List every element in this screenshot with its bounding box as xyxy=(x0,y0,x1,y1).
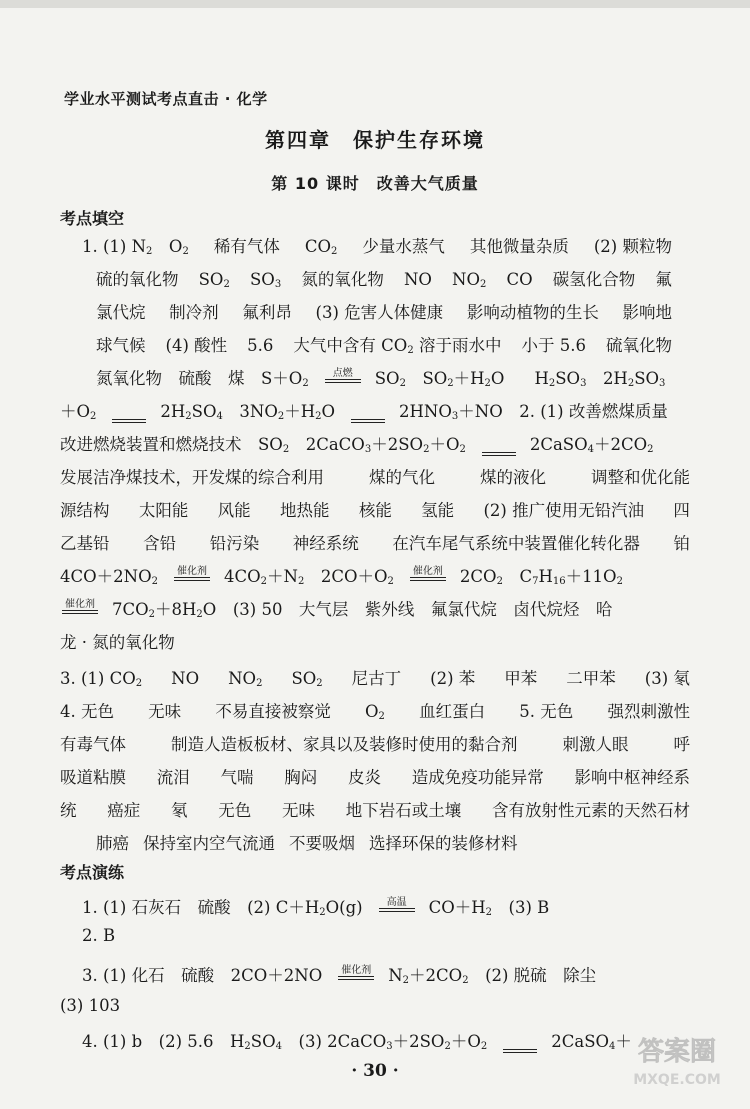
answer-item: 氢能 xyxy=(421,501,455,520)
answer-item: 无味 xyxy=(282,801,315,820)
chapter-title: 第四章 保护生存环境 xyxy=(265,128,485,152)
answer-item: 选择环保的装修材料 xyxy=(369,834,518,853)
answer-item: 无味 xyxy=(148,702,182,721)
reaction-condition-catalyst: 催化剂 xyxy=(410,566,446,588)
answer-item: 铅污染 xyxy=(209,534,260,553)
answer-item: $SO_3$ xyxy=(249,270,282,290)
answer-item: 大气中含有 $CO_2$ 溶于雨水中 xyxy=(293,336,502,356)
answer-item: 煤的液化 xyxy=(480,468,546,487)
reaction-condition-catalyst: 催化剂 xyxy=(174,566,210,588)
reaction-condition-catalyst: 催化剂 xyxy=(62,599,98,621)
book-header: 学业水平测试考点直击 · 化学 xyxy=(64,90,268,108)
answer-item: (3) 危害人体健康 xyxy=(315,303,444,322)
answer-item: 氮的氧化物 xyxy=(301,270,384,289)
answer-item: 小于 5.6 xyxy=(521,336,586,355)
answer-item: 制冷剂 xyxy=(169,303,219,322)
answer-item: $NO_2$ xyxy=(452,270,487,290)
answer-line-16 xyxy=(60,734,690,756)
equals-sign xyxy=(503,1049,537,1053)
answer-item: NO xyxy=(403,270,432,289)
answer-item: $SO_2$ xyxy=(198,270,230,290)
answer-line-9 xyxy=(60,500,690,522)
answer-item: 造成免疫功能异常 xyxy=(411,768,544,787)
answer-line-11: $4CO+2NO_2$ 催化剂 $4CO_2+N_2$ $2CO+O_2$ 催化剂 $2CO_2$ $C_7H_{16}+11O_2$ xyxy=(60,566,623,587)
answer-item: 4. 无色 xyxy=(60,702,114,721)
answer-item: 肺癌 xyxy=(96,834,129,853)
lesson-title: 第 10 课时 改善大气质量 xyxy=(271,174,479,193)
answer-line-6: $+O_2$ $2H_2SO_4$ $3NO_2+H_2O$ $2HNO_3+NO$ 2. (1) 改善燃煤质量 xyxy=(60,402,668,422)
answer-item: (3) 氡 xyxy=(644,669,690,688)
page-number: · 30 · xyxy=(351,1061,399,1081)
answer-item: 皮炎 xyxy=(348,768,381,787)
answer-item: 吸道粘膜 xyxy=(60,768,126,787)
answer-line-1 xyxy=(82,236,672,258)
answer-line-12: 催化剂 $7CO_2+8H_2O$ (3) 50 大气层 紫外线 氟氯代烷 卤代烷烃 哈 xyxy=(60,599,690,621)
answer-item: 尼古丁 xyxy=(351,669,402,688)
answer-line-19 xyxy=(96,833,672,855)
answer-line-15 xyxy=(60,701,690,723)
answer-line-10 xyxy=(60,533,690,555)
answer-item: 铂 xyxy=(673,534,690,553)
answer-item: 保持室内空气流通 xyxy=(143,834,275,853)
answer-item: 影响中枢神经系 xyxy=(574,768,690,787)
answer-item: 影响动植物的生长 xyxy=(466,303,599,322)
answer-line-5: 氮氧化物 硫酸 煤 $S+O_2$ 点燃 $SO_2$ $SO_2+H_2O$ $H_2SO_3$ $2H_2SO_3$ xyxy=(96,368,666,389)
answer-line-8 xyxy=(60,467,690,489)
section-heading-practice: 考点演练 xyxy=(60,863,125,882)
answer-item: 有毒气体 xyxy=(60,735,126,754)
answer-item: 含铅 xyxy=(143,534,177,553)
answer-item: 含有放射性元素的天然石材 xyxy=(492,801,690,820)
practice-line-3: 3. (1) 化石 硫酸 2CO＋2NO 催化剂 $N_2+2CO_2$ (2) 脱硫 除尘 xyxy=(82,965,597,986)
answer-line-13: 龙 · 氮的氧化物 xyxy=(60,633,175,652)
practice-line-2: 2. B xyxy=(82,926,116,945)
answer-item: NO xyxy=(171,669,200,688)
answer-item: 稀有气体 xyxy=(213,237,280,256)
reaction-condition-high-temp: 高温 xyxy=(379,897,415,919)
answer-item: $O_2$ xyxy=(365,702,385,722)
answer-item: 少量水蒸气 xyxy=(362,237,445,256)
answer-item: 刺激人眼 xyxy=(562,735,629,754)
answer-item: 不要吸烟 xyxy=(289,834,355,853)
answer-line-14 xyxy=(60,668,690,690)
answer-item: 发展洁净煤技术，开发煤的综合利用 xyxy=(60,468,324,487)
answer-item: 地热能 xyxy=(279,501,330,520)
equals-sign xyxy=(351,419,385,423)
answer-item: CO xyxy=(506,270,533,289)
reaction-condition-catalyst: 催化剂 xyxy=(338,965,374,987)
section-heading-fill: 考点填空 xyxy=(60,209,125,228)
equals-sign xyxy=(482,452,516,456)
answer-item: 其他微量杂质 xyxy=(469,237,569,256)
answer-item: 影响地 xyxy=(622,303,672,322)
answer-item: 胸闷 xyxy=(284,768,318,787)
answer-item: 硫氧化物 xyxy=(605,336,672,355)
answer-item: $SO_2$ xyxy=(291,669,323,689)
answer-item: 1. (1) $N_2$ $O_2$ xyxy=(82,237,189,257)
answer-line-3 xyxy=(96,302,672,324)
answer-item: 不易直接被察觉 xyxy=(215,702,331,721)
answer-item: 5.6 xyxy=(247,336,274,355)
answer-item: 风能 xyxy=(217,501,251,520)
answer-item: 制造人造板板材、家具以及装修时使用的黏合剂 xyxy=(171,735,518,754)
answer-item: 碳氢化合物 xyxy=(552,270,636,289)
answer-item: 煤的气化 xyxy=(369,468,435,487)
answer-item: 无色 xyxy=(218,801,252,820)
answer-item: $CO_2$ xyxy=(304,237,338,257)
answer-item: 二甲苯 xyxy=(566,669,616,688)
answer-line-7: 改进燃烧装置和燃烧技术 $SO_2$ $2CaCO_3+2SO_2+O_2$ $2CaSO_4+2CO_2$ xyxy=(60,435,654,455)
answer-item: (2) 推广使用无铅汽油 xyxy=(483,501,645,520)
reaction-condition-ignite: 点燃 xyxy=(325,368,361,390)
equals-sign xyxy=(112,419,146,423)
answer-item: 调整和优化能 xyxy=(591,468,690,487)
answer-item: 源结构 xyxy=(60,501,110,520)
site-watermark-logo xyxy=(618,1026,736,1092)
practice-line-4: (3) 103 xyxy=(60,996,121,1015)
answer-item: 氡 xyxy=(171,801,188,820)
answer-item: 四 xyxy=(673,501,690,520)
answer-item: (2) 苯 xyxy=(430,669,476,688)
answer-line-18 xyxy=(60,800,690,822)
practice-line-5: 4. (1) b (2) 5.6 $H_2SO_4$ (3) $2CaCO_3+2SO_2+O_2$ 2CaSO$_4$＋ xyxy=(82,1032,632,1052)
watermark-text: 答案圈 xyxy=(637,1037,717,1067)
answer-item: 球气候 xyxy=(96,336,146,355)
practice-line-1: 1. (1) 石灰石 硫酸 (2) $C+H_2O(g)$ 高温 $CO+H_2$ (3) B xyxy=(82,897,550,918)
answer-line-4 xyxy=(96,335,672,357)
top-edge xyxy=(0,0,750,8)
answer-item: 氟 xyxy=(655,270,672,289)
answer-item: 太阳能 xyxy=(138,501,189,520)
answer-item: 甲苯 xyxy=(504,669,538,688)
answer-item: 强烈刺激性 xyxy=(607,702,690,721)
answer-item: 氟利昂 xyxy=(242,303,292,322)
answer-item: 硫的氧化物 xyxy=(96,270,179,289)
answer-item: 在汽车尾气系统中装置催化转化器 xyxy=(392,534,640,553)
answer-item: 核能 xyxy=(358,501,392,520)
answer-item: 血红蛋白 xyxy=(419,702,486,721)
answer-item: $NO_2$ xyxy=(228,669,263,689)
answer-item: 3. (1) $CO_2$ xyxy=(60,669,143,689)
answer-item: 气喘 xyxy=(220,768,254,787)
answer-item: (4) 酸性 xyxy=(165,336,228,355)
answer-line-17 xyxy=(60,767,690,789)
answer-item: 流泪 xyxy=(156,768,190,787)
answer-item: 癌症 xyxy=(107,801,141,820)
answer-item: 地下岩石或土壤 xyxy=(345,801,462,820)
watermark-url: MXQE.COM xyxy=(633,1072,721,1088)
answer-item: 乙基铅 xyxy=(60,534,110,553)
answer-item: 呼 xyxy=(673,735,690,754)
answer-item: (2) 颗粒物 xyxy=(593,237,672,256)
answer-item: 统 xyxy=(60,801,77,820)
answer-line-2 xyxy=(96,269,672,291)
answer-item: 氯代烷 xyxy=(96,303,146,322)
answer-item: 神经系统 xyxy=(292,534,359,553)
answer-item: 5. 无色 xyxy=(519,702,574,721)
